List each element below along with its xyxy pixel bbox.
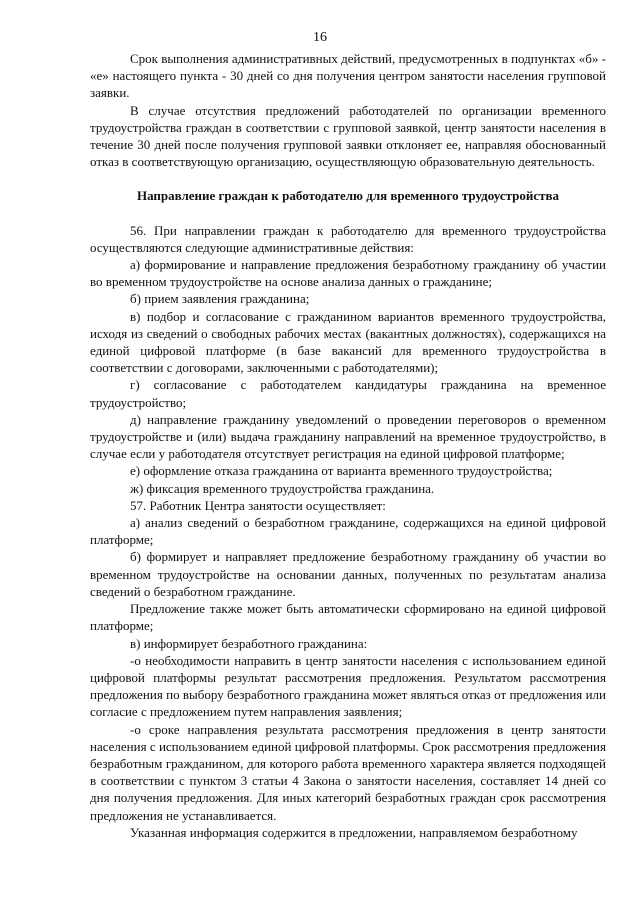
list-item: г) согласование с работодателем кандидатуры гражданина на временное трудоустройство; xyxy=(90,377,606,410)
paragraph: 57. Работник Центра занятости осуществляет: xyxy=(130,497,386,513)
list-item: -о необходимости направить в центр занятости населения с использованием единой цифровой платформы результат рассмотрения предложения. Результатом рассмотрения предложения по выбору безработного гражданина может являться отказ от предложения или согласие с предложением путем направления заявления; xyxy=(90,652,606,720)
list-item: д) направление гражданину уведомлений о проведении переговоров о временном трудоустройстве и (или) выдача гражданину направлений на временное трудоустройство, в случае если у работодателя отсутствует регистрация на единой цифровой платформе; xyxy=(90,411,606,462)
list-item: ж) фиксация временного трудоустройства гражданина. xyxy=(130,480,435,496)
paragraph: Срок выполнения административных действий, предусмотренных в подпунктах «б» - «е» настоящего пункта - 30 дней со дня получения центром занятости населения групповой заявки. xyxy=(90,51,606,101)
page-number: 16 xyxy=(313,30,327,45)
list-item: е) оформление отказа гражданина от варианта временного трудоустройства; xyxy=(130,463,553,479)
section-heading: Направление граждан к работодателю для временного трудоустройства xyxy=(136,188,560,204)
paragraph: В случае отсутствия предложений работодателей по организации временного трудоустройства граждан в соответствии с групповой заявкой, центр занятости населения в течение 30 дней после получения групповой заявки отклоняет ее, направляя обоснованный отказ в соответствующую организацию, осуществляющую образовательную деятельность. xyxy=(90,102,606,170)
paragraph: 56. При направлении граждан к работодателю для временного трудоустройства осуществляются следующие административные действия: xyxy=(90,222,606,255)
list-item: в) информирует безработного гражданина: xyxy=(130,635,368,651)
list-item: б) прием заявления гражданина; xyxy=(130,291,310,307)
list-item: -о сроке направления результата рассмотрения предложения в центр занятости населения с использованием единой цифровой платформы. Срок рассмотрения предложения безработным гражданином, для которого работа временного характера является подходящей в соответствии с пунктом 3 статьи 4 Закона о занятости населения, составляет 14 дней со дня получения предложения. Для иных категорий безработных граждан срок рассмотрения предложения не устанавливается. xyxy=(90,721,606,823)
paragraph: Указанная информация содержится в предложении, направляемом безработному xyxy=(130,824,578,840)
list-item: а) анализ сведений о безработном гражданине, содержащихся на единой цифровой платформе; xyxy=(90,515,606,548)
list-item: в) подбор и согласование с гражданином вариантов временного трудоустройства, исходя из сведений о свободных рабочих местах (вакантных должностях), содержащихся на единой цифровой платформе (в базе вакансий для временного трудоустройства в соответствии с договорами, заключенными с работодателями); xyxy=(90,308,606,376)
list-item: а) формирование и направление предложения безработному гражданину об участии во временном трудоустройстве на основе анализа данных о гражданине; xyxy=(90,257,606,290)
list-item: б) формирует и направляет предложение безработному гражданину об участии во временном трудоустройстве на основании данных, полученных по результатам анализа сведений о безработном гражданине. xyxy=(90,549,606,599)
paragraph: Предложение также может быть автоматически сформировано на единой цифровой платформе; xyxy=(90,601,606,634)
document-body xyxy=(90,50,606,841)
